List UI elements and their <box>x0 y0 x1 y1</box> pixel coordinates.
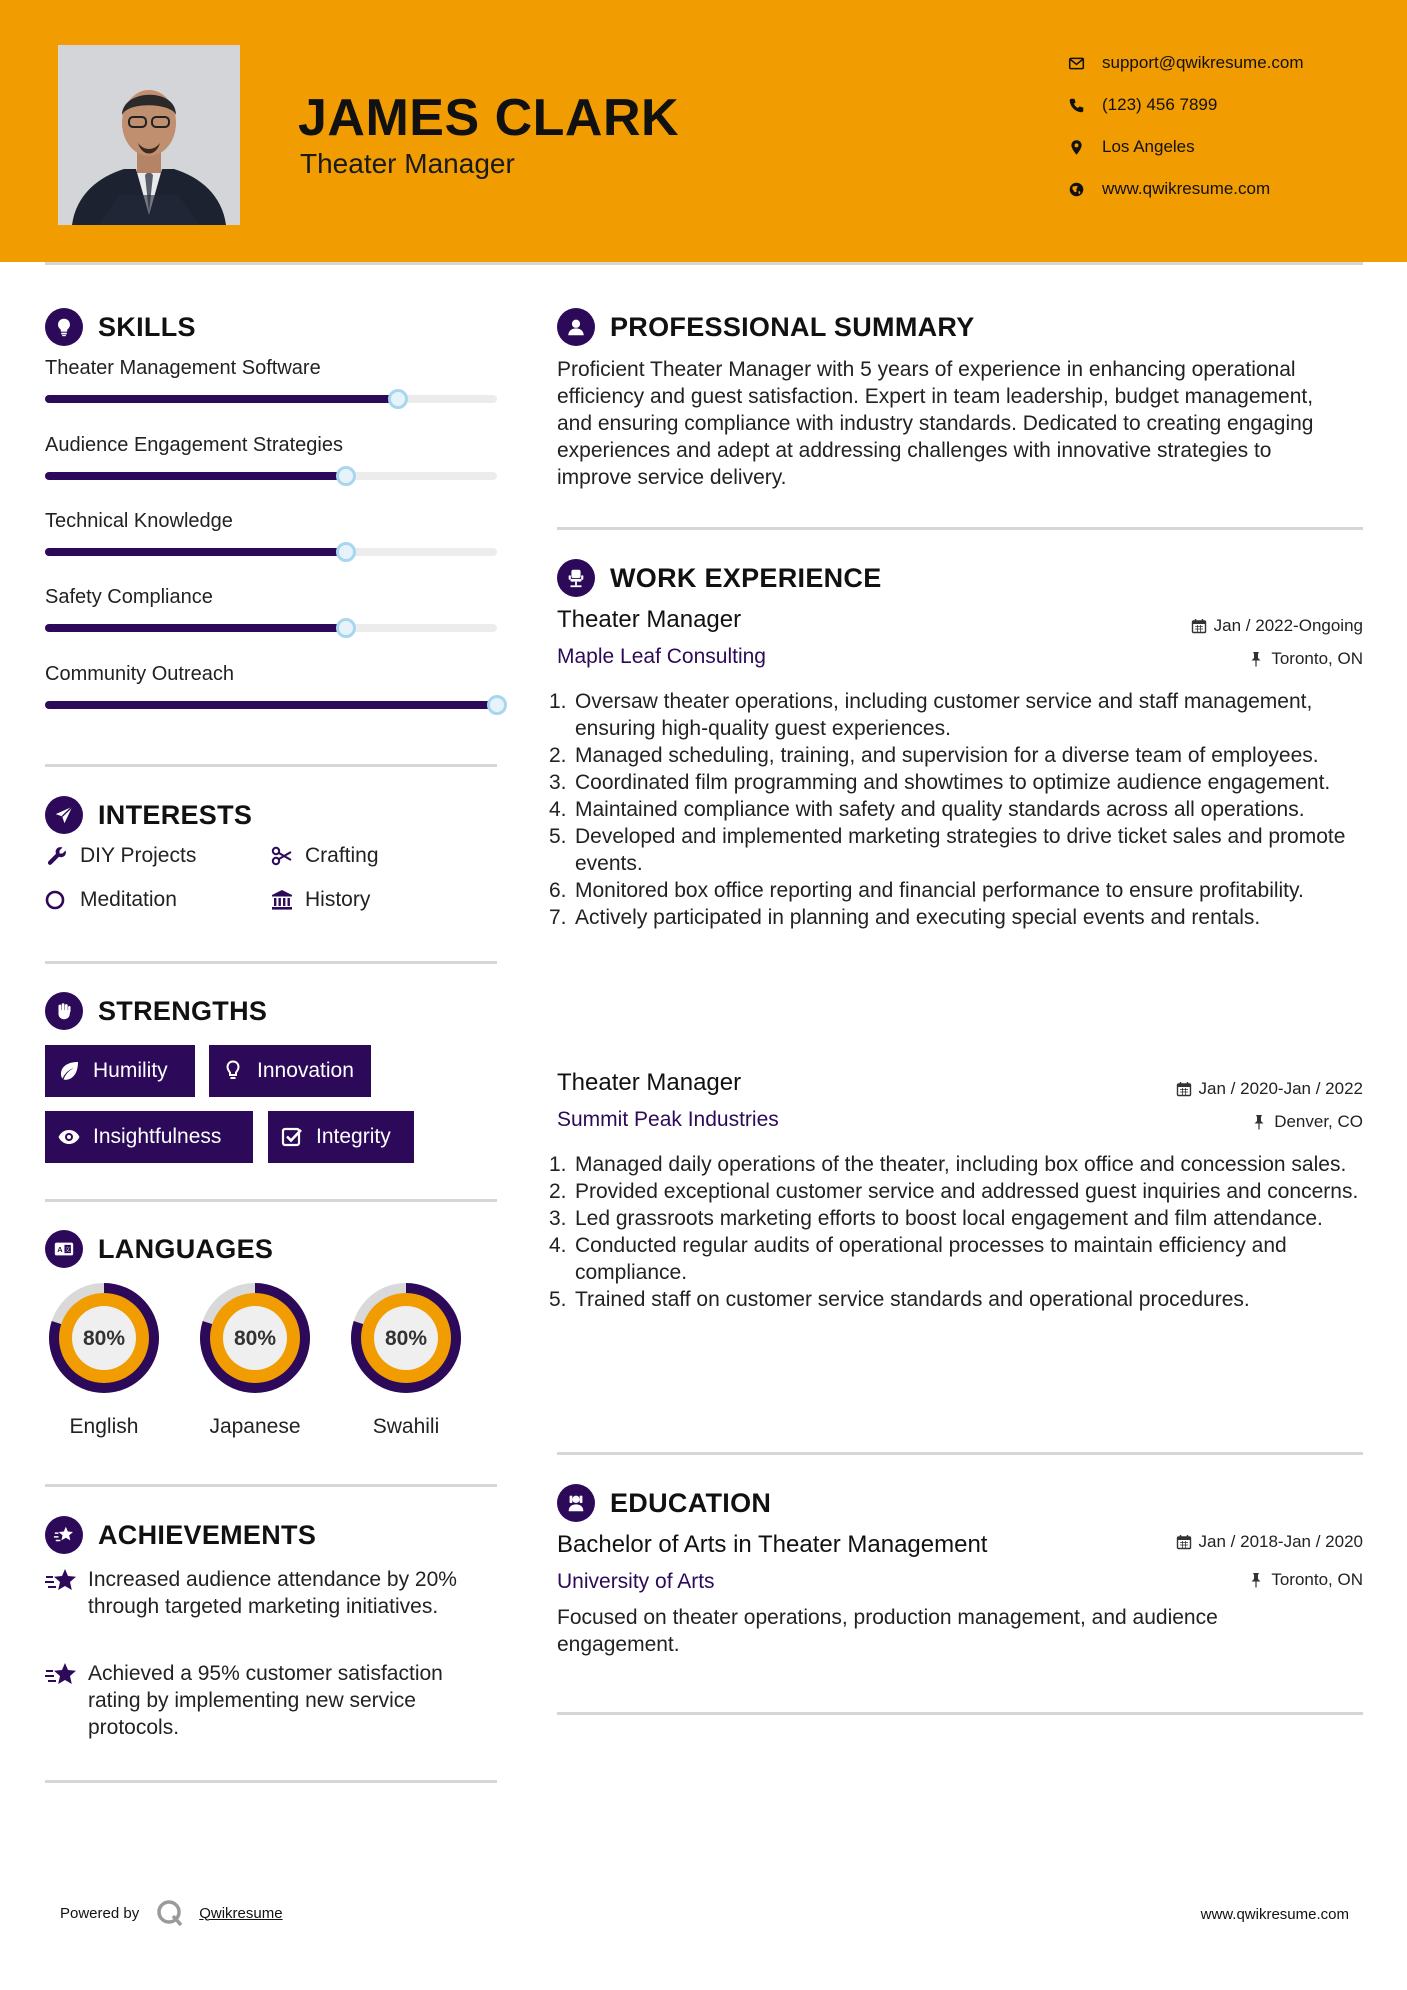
section-divider <box>557 1452 1363 1455</box>
strength-tag <box>209 1045 371 1097</box>
job-bullet: 4. Conducted regular audits of operational processes to maintain efficiency and compliance. <box>549 1234 1287 1284</box>
job-bullet-text: Developed and implemented marketing strategies to drive ticket sales and promote events. <box>575 825 1346 875</box>
education-dates-text: Jan / 2018-Jan / 2020 <box>1198 1532 1363 1551</box>
job-location-text: Toronto, ON <box>1271 649 1363 668</box>
job-bullet: 2. Provided exceptional customer service and addressed guest inquiries and concerns. <box>549 1180 1359 1203</box>
phone-icon <box>1064 95 1088 115</box>
skill-bar-fill <box>45 701 497 709</box>
strength-tag <box>45 1045 195 1097</box>
leaf-icon <box>57 1059 81 1083</box>
skill-name: Technical Knowledge <box>45 510 233 532</box>
skill-bar-fill <box>45 548 346 556</box>
strength-label: Insightfulness <box>93 1125 222 1148</box>
education-dates <box>1176 1532 1363 1552</box>
language-ring <box>345 1277 467 1399</box>
contact-phone[interactable] <box>1064 84 1304 126</box>
pushpin-icon <box>1248 1572 1264 1588</box>
job-bullets <box>549 688 1361 931</box>
skill-bar-knob <box>388 389 408 409</box>
experience-title: WORK EXPERIENCE <box>610 562 882 593</box>
skill-bar-knob <box>336 466 356 486</box>
skills-heading <box>45 308 196 346</box>
job-dates-text: Jan / 2020-Jan / 2022 <box>1198 1079 1363 1098</box>
job-dates <box>1191 616 1363 636</box>
check-square-icon <box>280 1125 304 1149</box>
education-heading <box>557 1484 771 1522</box>
job-bullet: 3. Coordinated film programming and showtimes to optimize audience engagement. <box>549 771 1331 794</box>
achievements-title: ACHIEVEMENTS <box>98 1519 317 1550</box>
svg-text:A: A <box>57 1245 63 1255</box>
job-bullet: 5. Developed and implemented marketing strategies to drive ticket sales and promote events. <box>549 825 1346 875</box>
user-icon <box>557 308 595 346</box>
landmark-icon <box>270 888 294 912</box>
shooting-star-icon <box>45 1567 79 1595</box>
job-dates <box>1176 1079 1363 1099</box>
contact-website[interactable] <box>1064 168 1304 210</box>
job-company: Maple Leaf Consulting <box>557 645 766 668</box>
achievement-item <box>45 1660 497 1741</box>
achievement-item <box>45 1566 497 1620</box>
summary-heading <box>557 308 975 346</box>
footer-powered-by <box>60 1898 283 1928</box>
job-bullet: 5. Trained staff on customer service standards and operational procedures. <box>549 1288 1250 1311</box>
language-percent: 80% <box>82 1327 126 1350</box>
candidate-name: JAMES CLARK <box>298 89 680 147</box>
lightbulb-icon <box>45 308 83 346</box>
skill-bar-knob <box>487 695 507 715</box>
skill-bar <box>45 472 497 480</box>
language-ring <box>194 1277 316 1399</box>
job-bullet-text: Actively participated in planning and executing special events and rentals. <box>575 906 1261 929</box>
skill-bar <box>45 701 497 709</box>
strength-label: Humility <box>93 1059 168 1082</box>
globe-icon <box>1064 179 1088 199</box>
job-bullet-text: Coordinated film programming and showtimes to optimize audience engagement. <box>575 771 1331 794</box>
paper-plane-icon <box>45 796 83 834</box>
interests-heading <box>45 796 252 834</box>
calendar-icon <box>1191 618 1207 634</box>
job-title: Theater Manager <box>557 606 742 633</box>
office-chair-icon <box>557 559 595 597</box>
skill-name: Audience Engagement Strategies <box>45 434 343 456</box>
map-pin-icon <box>1064 137 1088 157</box>
section-divider <box>557 527 1363 530</box>
language-name: Swahili <box>372 1415 440 1438</box>
strengths-heading <box>45 992 267 1030</box>
star-icon <box>45 1516 83 1554</box>
interest-label: Meditation <box>80 888 177 911</box>
job-bullet-text: Conducted regular audits of operational processes to maintain efficiency and compliance. <box>575 1234 1287 1284</box>
job-dates-text: Jan / 2022-Ongoing <box>1213 616 1363 635</box>
qwikresume-link[interactable]: Qwikresume <box>199 1904 283 1922</box>
job-location <box>1248 649 1363 669</box>
education-school: University of Arts <box>557 1570 715 1593</box>
skills-title: SKILLS <box>98 311 196 342</box>
scissors-icon <box>270 844 294 868</box>
interest-item <box>45 888 177 912</box>
language-percent: 80% <box>384 1327 428 1350</box>
contact-email[interactable] <box>1064 42 1304 84</box>
skill-item <box>45 434 497 480</box>
education-title: EDUCATION <box>610 1487 772 1518</box>
job-bullet: 2. Managed scheduling, training, and supervision for a diverse team of employees. <box>549 744 1319 767</box>
language-item <box>345 1277 467 1439</box>
achievement-text: Increased audience attendance by 20% through targeted marketing initiatives. <box>88 1568 457 1618</box>
skill-name: Theater Management Software <box>45 357 321 379</box>
job-bullet: 6. Monitored box office reporting and financial performance to ensure profitability. <box>549 879 1304 902</box>
job-bullet: 4. Maintained compliance with safety and quality standards across all operations. <box>549 798 1305 821</box>
skill-name: Community Outreach <box>45 663 234 685</box>
job-bullet-text: Provided exceptional customer service and addressed guest inquiries and concerns. <box>575 1180 1359 1203</box>
skill-bar-fill <box>45 624 346 632</box>
interest-label: History <box>305 888 371 911</box>
job-location-text: Denver, CO <box>1274 1112 1363 1131</box>
skill-bar-knob <box>336 618 356 638</box>
language-percent: 80% <box>233 1327 277 1350</box>
job-bullet-text: Trained staff on customer service standards and operational procedures. <box>575 1288 1250 1311</box>
profile-photo-illustration <box>58 45 240 225</box>
job-bullet: 1. Oversaw theater operations, including customer service and staff management, ensuring high-quality guest experiences. <box>549 690 1313 740</box>
interest-item <box>45 844 196 868</box>
strength-tag <box>268 1111 414 1163</box>
strength-tag <box>45 1111 253 1163</box>
graduate-icon <box>557 1484 595 1522</box>
skill-bar-fill <box>45 395 398 403</box>
job-bullet-text: Monitored box office reporting and financial performance to ensure profitability. <box>575 879 1304 902</box>
job-title: Theater Manager <box>557 1069 742 1096</box>
section-divider <box>45 764 497 767</box>
language-item <box>194 1277 316 1439</box>
section-divider <box>45 1484 497 1487</box>
interest-label: DIY Projects <box>80 844 197 867</box>
languages-title: LANGUAGES <box>98 1233 274 1264</box>
svg-text:文: 文 <box>64 1247 71 1254</box>
qwikresume-logo-icon <box>155 1898 185 1928</box>
contact-location <box>1064 126 1304 168</box>
candidate-title: Theater Manager <box>300 148 515 179</box>
job-bullet-text: Managed daily operations of the theater, including box office and concession sales. <box>575 1153 1347 1176</box>
job-bullet: 3. Led grassroots marketing efforts to boost local engagement and film attendance. <box>549 1207 1323 1230</box>
section-divider <box>557 1712 1363 1715</box>
education-degree: Bachelor of Arts in Theater Management <box>557 1531 988 1558</box>
summary-title: PROFESSIONAL SUMMARY <box>610 311 975 342</box>
skill-bar <box>45 624 497 632</box>
pushpin-icon <box>1248 651 1264 667</box>
section-divider <box>45 1780 497 1783</box>
summary-text: Proficient Theater Manager with 5 years of experience in enhancing operational efficiency and guest satisfaction. Expert in team leadership, budget management, and ensuring compliance with industry standards. Dedicated to creating engaging experiences and adept at addressing challenges with innovative strategies to improve service delivery. <box>557 358 1314 489</box>
language-item <box>43 1277 165 1439</box>
circle-icon <box>45 888 69 912</box>
language-icon <box>45 1230 83 1268</box>
contact-location-text: Los Angeles <box>1102 137 1195 156</box>
job-location <box>1251 1112 1363 1132</box>
raised-fist-icon <box>45 992 83 1030</box>
skill-bar <box>45 548 497 556</box>
interest-item <box>270 888 370 912</box>
job-bullet-text: Led grassroots marketing efforts to boost local engagement and film attendance. <box>575 1207 1323 1230</box>
skill-name: Safety Compliance <box>45 586 213 608</box>
contact-list <box>1064 42 1304 210</box>
education-location-text: Toronto, ON <box>1271 1570 1363 1589</box>
interests-title: INTERESTS <box>98 799 253 830</box>
contact-phone-text: (123) 456 7899 <box>1102 95 1218 114</box>
education-description: Focused on theater operations, production management, and audience engagement. <box>557 1606 1218 1656</box>
pushpin-icon <box>1251 1114 1267 1130</box>
job-bullet: 7. Actively participated in planning and executing special events and rentals. <box>549 906 1261 929</box>
achievement-text: Achieved a 95% customer satisfaction rating by implementing new service protocols. <box>88 1662 443 1739</box>
contact-website-text: www.qwikresume.com <box>1102 179 1271 198</box>
skill-bar <box>45 395 497 403</box>
interest-label: Crafting <box>305 844 379 867</box>
skill-bar-fill <box>45 472 346 480</box>
skill-item <box>45 357 497 403</box>
profile-photo <box>58 45 240 225</box>
powered-by-label: Powered by <box>60 1904 140 1922</box>
job-bullet-text: Oversaw theater operations, including customer service and staff management, ensuring high-quality guest experiences. <box>575 690 1313 740</box>
strengths-title: STRENGTHS <box>98 995 268 1026</box>
calendar-icon <box>1176 1534 1192 1550</box>
experience-heading <box>557 559 882 597</box>
strength-label: Integrity <box>316 1125 391 1148</box>
wrench-icon <box>45 844 69 868</box>
skill-bar-knob <box>336 542 356 562</box>
calendar-icon <box>1176 1081 1192 1097</box>
footer-url[interactable]: www.qwikresume.com <box>1200 1906 1349 1923</box>
section-divider <box>45 961 497 964</box>
strength-label: Innovation <box>257 1059 354 1082</box>
envelope-icon <box>1064 53 1088 73</box>
skill-item <box>45 663 497 709</box>
interest-item <box>270 844 379 868</box>
language-name: Japanese <box>209 1415 301 1438</box>
job-company: Summit Peak Industries <box>557 1108 779 1131</box>
contact-email-text: support@qwikresume.com <box>1102 53 1304 72</box>
language-ring <box>43 1277 165 1399</box>
shooting-star-icon <box>45 1661 79 1689</box>
skill-item <box>45 510 497 556</box>
job-bullet-text: Maintained compliance with safety and quality standards across all operations. <box>575 798 1305 821</box>
header-divider <box>45 262 1363 265</box>
lightbulb-icon <box>221 1059 245 1083</box>
section-divider <box>45 1199 497 1202</box>
resume-header <box>0 0 1407 262</box>
education-location <box>1248 1570 1363 1590</box>
job-bullet: 1. Managed daily operations of the theater, including box office and concession sales. <box>549 1153 1347 1176</box>
languages-heading <box>45 1230 273 1268</box>
skill-item <box>45 586 497 632</box>
achievements-heading <box>45 1516 316 1554</box>
eye-icon <box>57 1125 81 1149</box>
job-bullets <box>549 1151 1361 1313</box>
language-name: English <box>69 1415 139 1438</box>
job-bullet-text: Managed scheduling, training, and supervision for a diverse team of employees. <box>575 744 1319 767</box>
